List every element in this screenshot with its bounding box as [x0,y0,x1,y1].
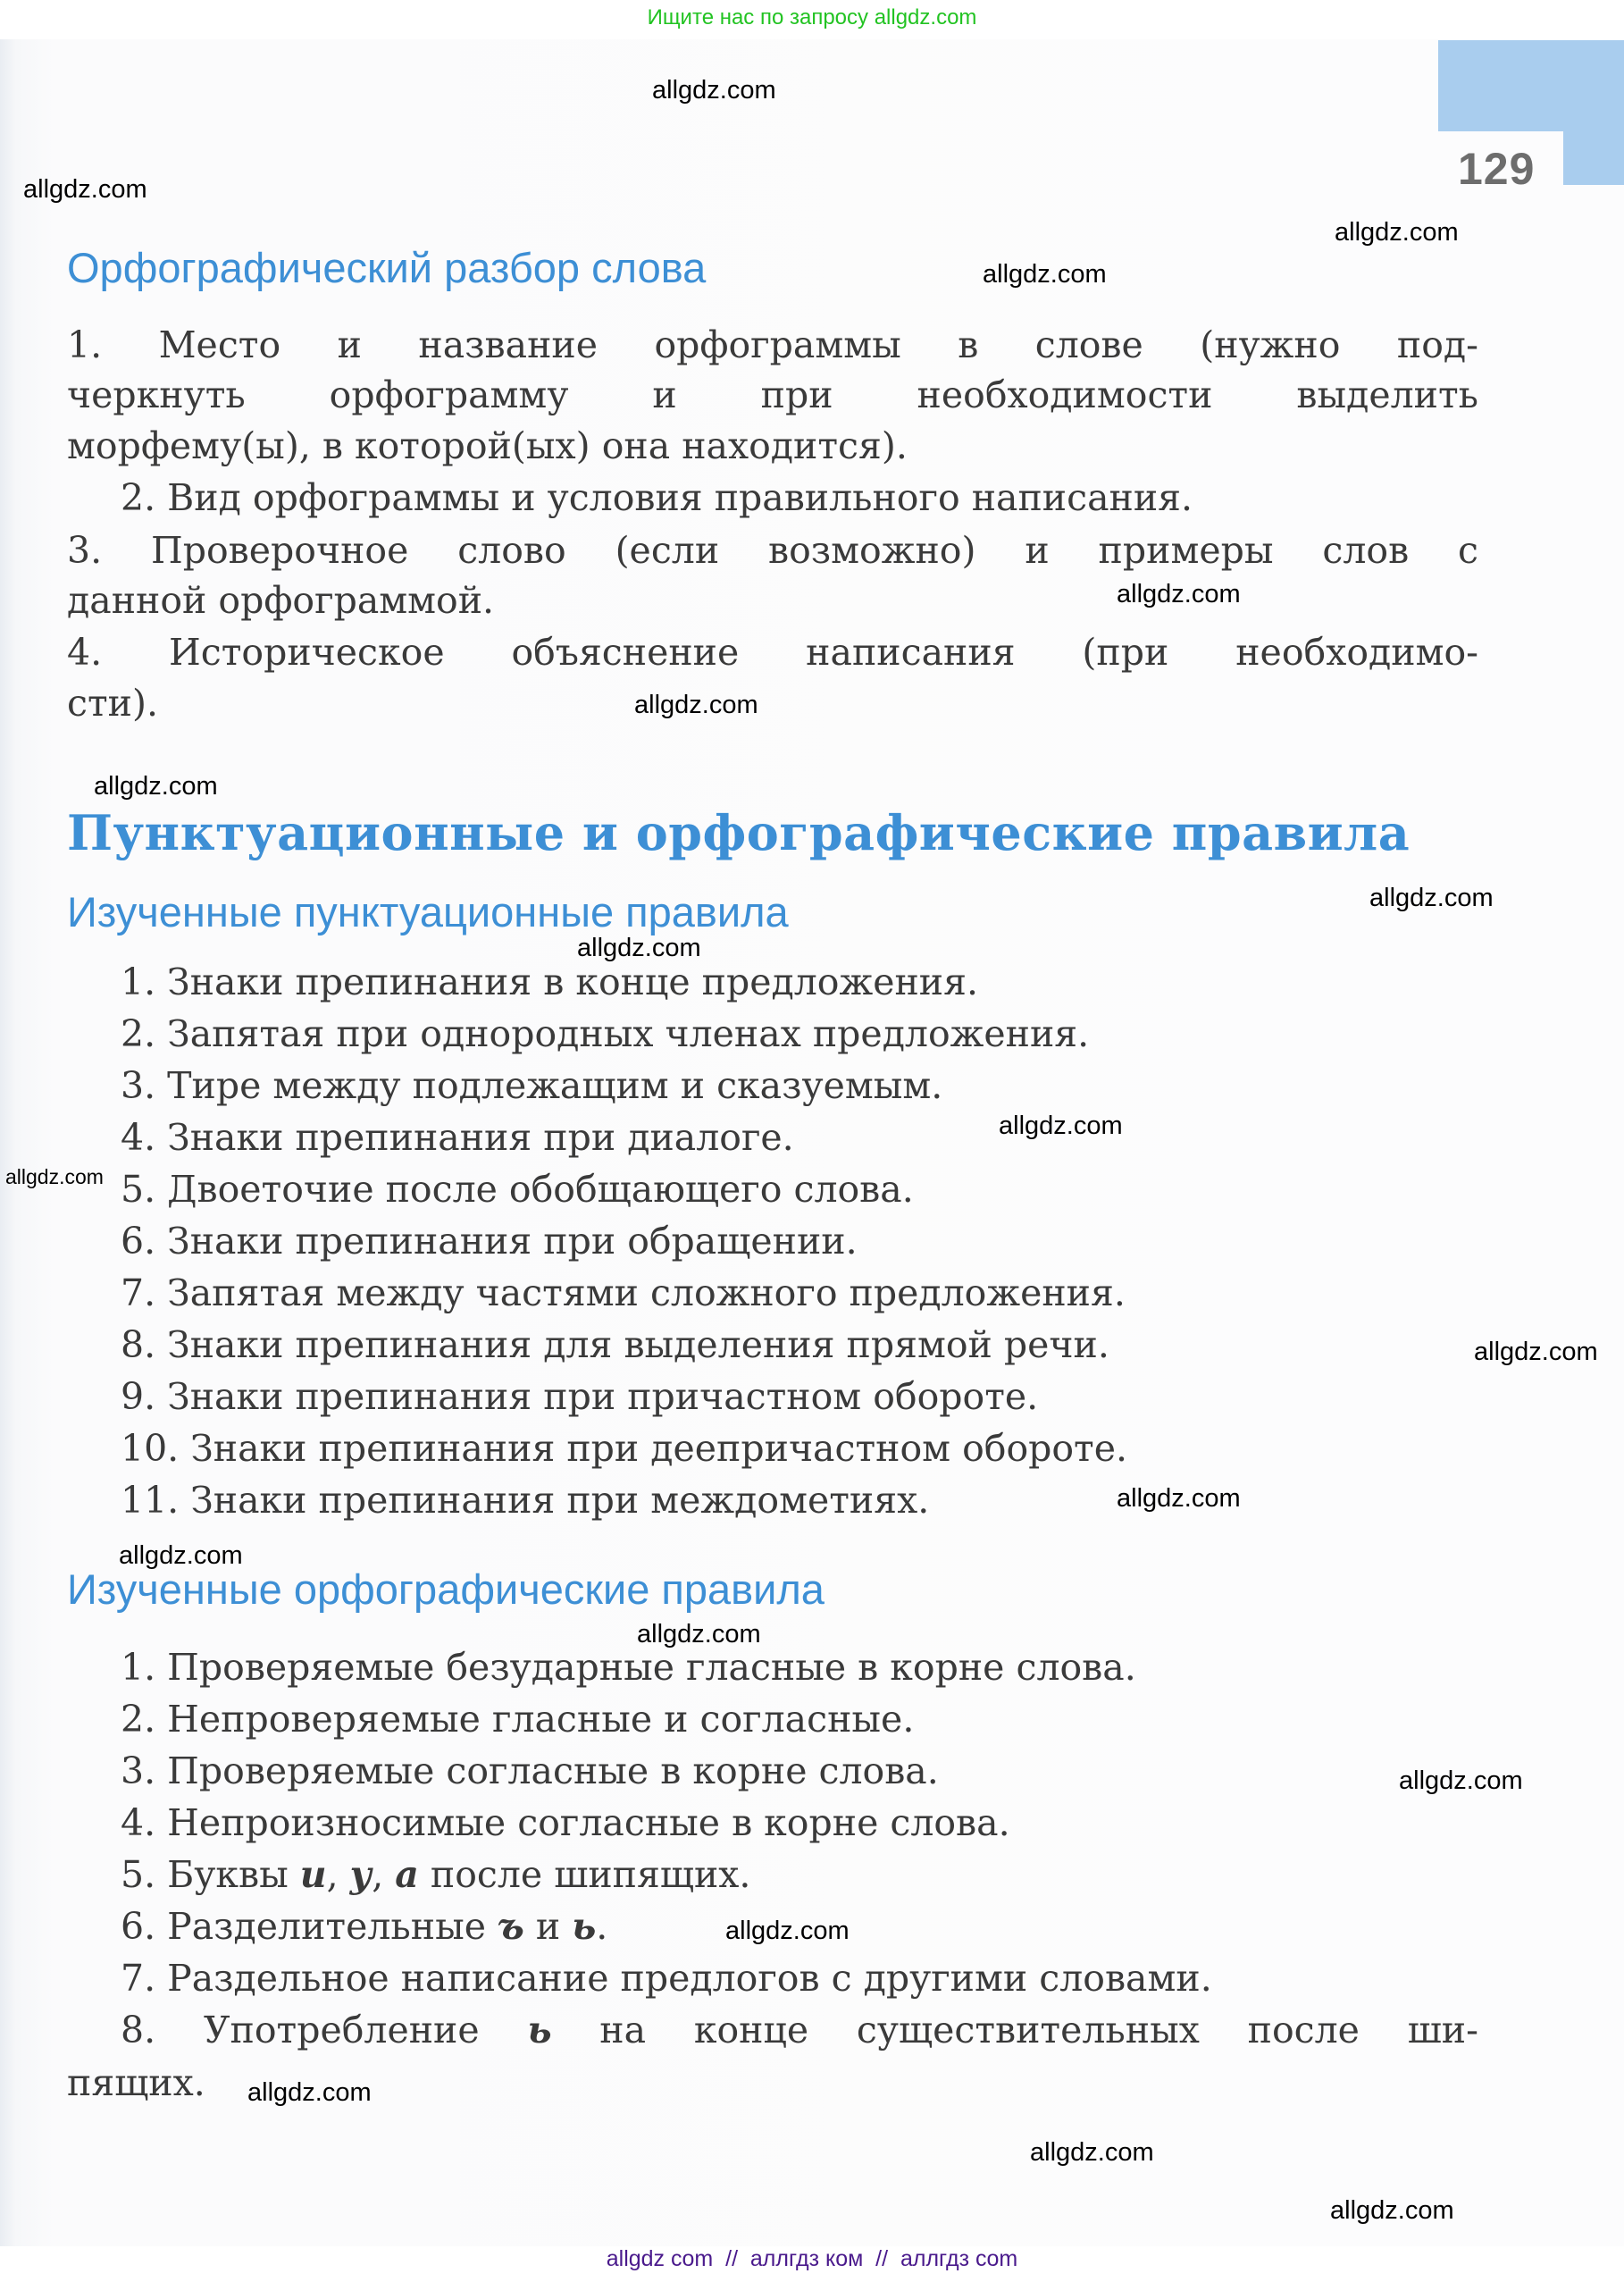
footer-watermark: allgdz com // аллгдз ком // аллгдз com [606,2246,1018,2271]
italic-letter: у [349,1853,373,1896]
analysis-line: черкнуть орфограмму и при необходимости выделить [67,373,1478,416]
rule-text: и [523,1905,573,1948]
orthography-rule [121,1900,607,1952]
rule-text: , [372,1853,396,1896]
watermark: allgdz.com [999,1112,1123,1140]
analysis-line: 4. Историческое объяснение написания (при необходимо- [67,631,1478,674]
watermark: allgdz.com [634,691,758,719]
rule-text: 5. Буквы [121,1853,300,1896]
punctuation-rule: 6. Знаки препинания при обращении. [121,1220,858,1263]
watermark: allgdz.com [983,260,1107,289]
watermark: allgdz.com [1030,2138,1154,2167]
analysis-line: 3. Проверочное слово (если возможно) и примеры слов с [67,529,1478,572]
watermark: allgdz.com [1117,1484,1241,1513]
watermark: allgdz.com [1399,1766,1523,1795]
orthography-rule: 4. Непроизносимые согласные в корне слова. [121,1801,1010,1844]
orthography-rule [121,1849,750,1900]
watermark: allgdz.com [1369,884,1494,912]
page-number: 129 [1458,144,1536,194]
section-title-orthography: Изученные орфографические правила [67,1565,825,1613]
punctuation-rule: 4. Знаки препинания при диалоге. [121,1116,794,1159]
analysis-line: 2. Вид орфограммы и условия правильного написания. [121,476,1193,519]
watermark: allgdz.com [1474,1338,1598,1366]
rule-text: после шипящих. [418,1853,751,1896]
watermark: allgdz.com [637,1620,761,1649]
italic-letter: ь [572,1905,597,1948]
watermark: allgdz.com [5,1165,104,1188]
orthography-rule: 1. Проверяемые безударные гласные в корне слова. [121,1646,1136,1689]
page-tab-decoration-side [1563,130,1624,185]
punctuation-rule: 1. Знаки препинания в конце предложения. [121,961,979,1003]
page-tab-decoration [1438,40,1624,131]
analysis-line: сти). [67,682,158,725]
punctuation-rule: 7. Запятая между частями сложного предложения. [121,1271,1126,1314]
rule-text: 6. Разделительные [121,1905,498,1948]
punctuation-rule: 8. Знаки препинания для выделения прямой речи. [121,1323,1109,1366]
main-title: Пунктуационные и орфографические правила [67,804,1411,861]
analysis-line: 1. Место и название орфограммы в слове (нужно под- [67,323,1478,366]
rule-text: . [596,1905,608,1948]
italic-letter: и [299,1853,327,1896]
watermark: allgdz.com [1117,580,1241,608]
analysis-line: морфему(ы), в которой(ых) она находится). [67,424,908,467]
orthography-rule: 3. Проверяемые согласные в корне слова. [121,1749,939,1792]
search-banner: Ищите нас по запросу allgdz.com [647,5,977,29]
watermark: allgdz.com [577,934,701,962]
punctuation-rule: 11. Знаки препинания при междометиях. [121,1479,930,1522]
punctuation-rule: 3. Тире между подлежащим и сказуемым. [121,1064,943,1107]
italic-letter: ь [527,2009,552,2051]
watermark: allgdz.com [94,772,218,801]
rule-text: , [326,1853,350,1896]
punctuation-rule: 10. Знаки препинания при деепричастном обороте. [121,1427,1128,1470]
rule-text: 8. Употребление [121,2009,528,2051]
watermark: allgdz.com [1330,2196,1454,2225]
watermark: allgdz.com [1335,218,1459,247]
orthography-rule: 7. Раздельное написание предлогов с другими словами. [121,1957,1212,2000]
section-title-spelling-analysis: Орфографический разбор слова [67,244,707,291]
watermark: allgdz.com [725,1917,850,1945]
rule-text: на конце существительных после ши- [551,2009,1478,2051]
analysis-line: данной орфограммой. [67,579,495,622]
orthography-rule [121,2004,1478,2056]
punctuation-rule: 9. Знаки препинания при причастном обороте. [121,1375,1039,1418]
punctuation-rule: 2. Запятая при однородных членах предложения. [121,1012,1090,1055]
watermark: allgdz.com [652,76,776,105]
section-title-punctuation: Изученные пунктуационные правила [67,888,789,935]
punctuation-rule: 5. Двоеточие после обобщающего слова. [121,1168,914,1211]
italic-letter: а [395,1853,419,1896]
watermark: allgdz.com [119,1541,243,1570]
watermark: allgdz.com [247,2078,372,2107]
italic-letter: ъ [498,1905,524,1948]
watermark: allgdz.com [23,175,147,204]
orthography-rule: 2. Непроверяемые гласные и согласные. [121,1698,915,1741]
orthography-rule-continuation: пящих. [67,2061,205,2104]
